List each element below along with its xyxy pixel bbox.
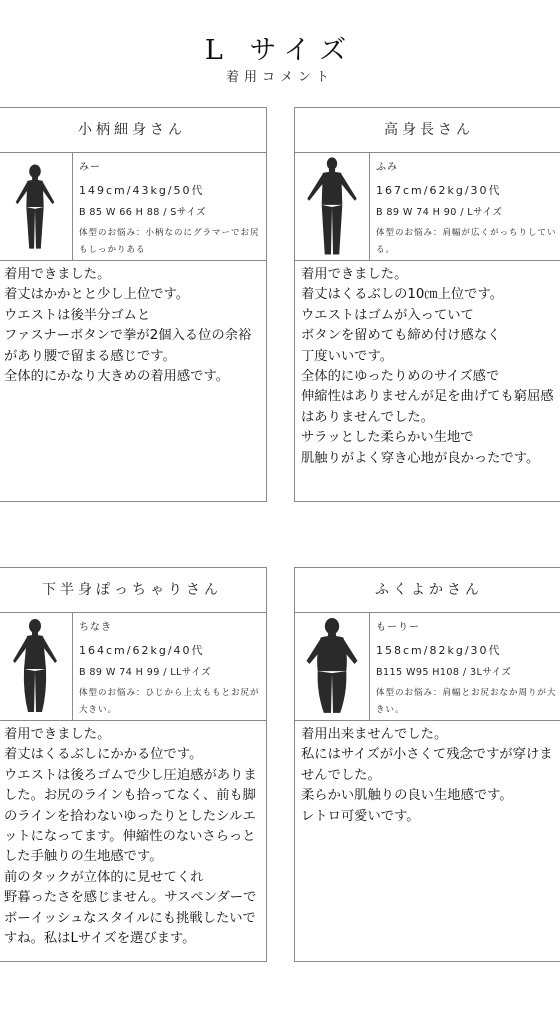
model-worry: 体型のお悩み：ひじから上太ももとお尻が大きい。 <box>79 688 260 715</box>
body-silhouette-icon <box>295 153 370 260</box>
card-category: 小柄細身さん <box>0 108 266 153</box>
body-silhouette-icon <box>295 613 370 720</box>
wear-comment: 着用できました。 着丈はかかとと少し上位です。 ウエストは後半分ゴムと ファスナーボタンで拳が2個入る位の余裕があり腰で留まる感じです。 全体的にかなり大きめの着用感です。 <box>4 267 252 385</box>
wear-comment: 着用出来ませんでした。 私にはサイズが小さくて残念ですが穿けませんでした。 柔らかい肌触りの良い生地感です。 レトロ可愛いです。 <box>301 727 553 824</box>
model-measurements: B115 W95 H108 / 3Lサイズ <box>376 667 512 678</box>
model-measurements: B 89 W 74 H 99 / LLサイズ <box>79 667 211 678</box>
card-category: 高身長さん <box>295 108 560 153</box>
model-card-petite <box>0 107 267 502</box>
wear-comment: 着用できました。 着丈はくるぶしにかかる位です。 ウエストは後ろゴムで少し圧迫感がありました。お尻のラインも拾ってなく、前も脚のラインを拾わないゆったりとしたシルエットになってます。伸縮性のないさらっとした手触りの生地感です。 前のタックが立体的に見せてくれ 野暮ったさを感じません。サスペンダーでボーイッシュなスタイルにも挑戦したいですね。私はLサイズを選びます。 <box>4 727 257 947</box>
model-name: もーりー <box>376 622 420 633</box>
model-name: みー <box>79 162 101 173</box>
model-worry: 体型のお悩み：肩幅が広くがっちりしている。 <box>376 228 557 255</box>
card-category: ふくよかさん <box>295 568 560 613</box>
model-stats: 158cm/82kg/30代 <box>376 644 502 657</box>
model-measurements: B 85 W 66 H 88 / Sサイズ <box>79 207 206 218</box>
model-stats: 149cm/43kg/50代 <box>79 184 205 197</box>
model-worry: 体型のお悩み：小柄なのにグラマーでお尻もしっかりある <box>79 228 260 255</box>
body-silhouette-icon <box>0 613 73 720</box>
model-name: ちなき <box>79 622 112 633</box>
body-silhouette-icon <box>0 153 73 260</box>
model-stats: 167cm/62kg/30代 <box>376 184 502 197</box>
model-card-tall <box>294 107 560 502</box>
wear-comment: 着用できました。 着丈はくるぶしの10㎝上位です。 ウエストはゴムが入っていて ボタンを留めても締め付け感なく 丁度いいです。 全体的にゆったりめのサイズ感で 伸縮性はありませんが足を曲げても窮屈感はありませんでした。 サラッとした柔らかい生地で 肌触りがよく穿き心地が良かったです。 <box>301 267 554 466</box>
model-stats: 164cm/62kg/40代 <box>79 644 205 657</box>
page-subtitle: 着用コメント <box>225 70 334 85</box>
page-title: L サイズ <box>204 35 356 66</box>
model-card-plump <box>294 567 560 962</box>
card-category: 下半身ぽっちゃりさん <box>0 568 266 613</box>
model-worry: 体型のお悩み：肩幅とお尻おなか周りが大きい。 <box>376 688 557 715</box>
model-measurements: B 89 W 74 H 90 / Lサイズ <box>376 207 503 218</box>
model-name: ふみ <box>376 162 398 173</box>
model-card-lower-body <box>0 567 267 962</box>
